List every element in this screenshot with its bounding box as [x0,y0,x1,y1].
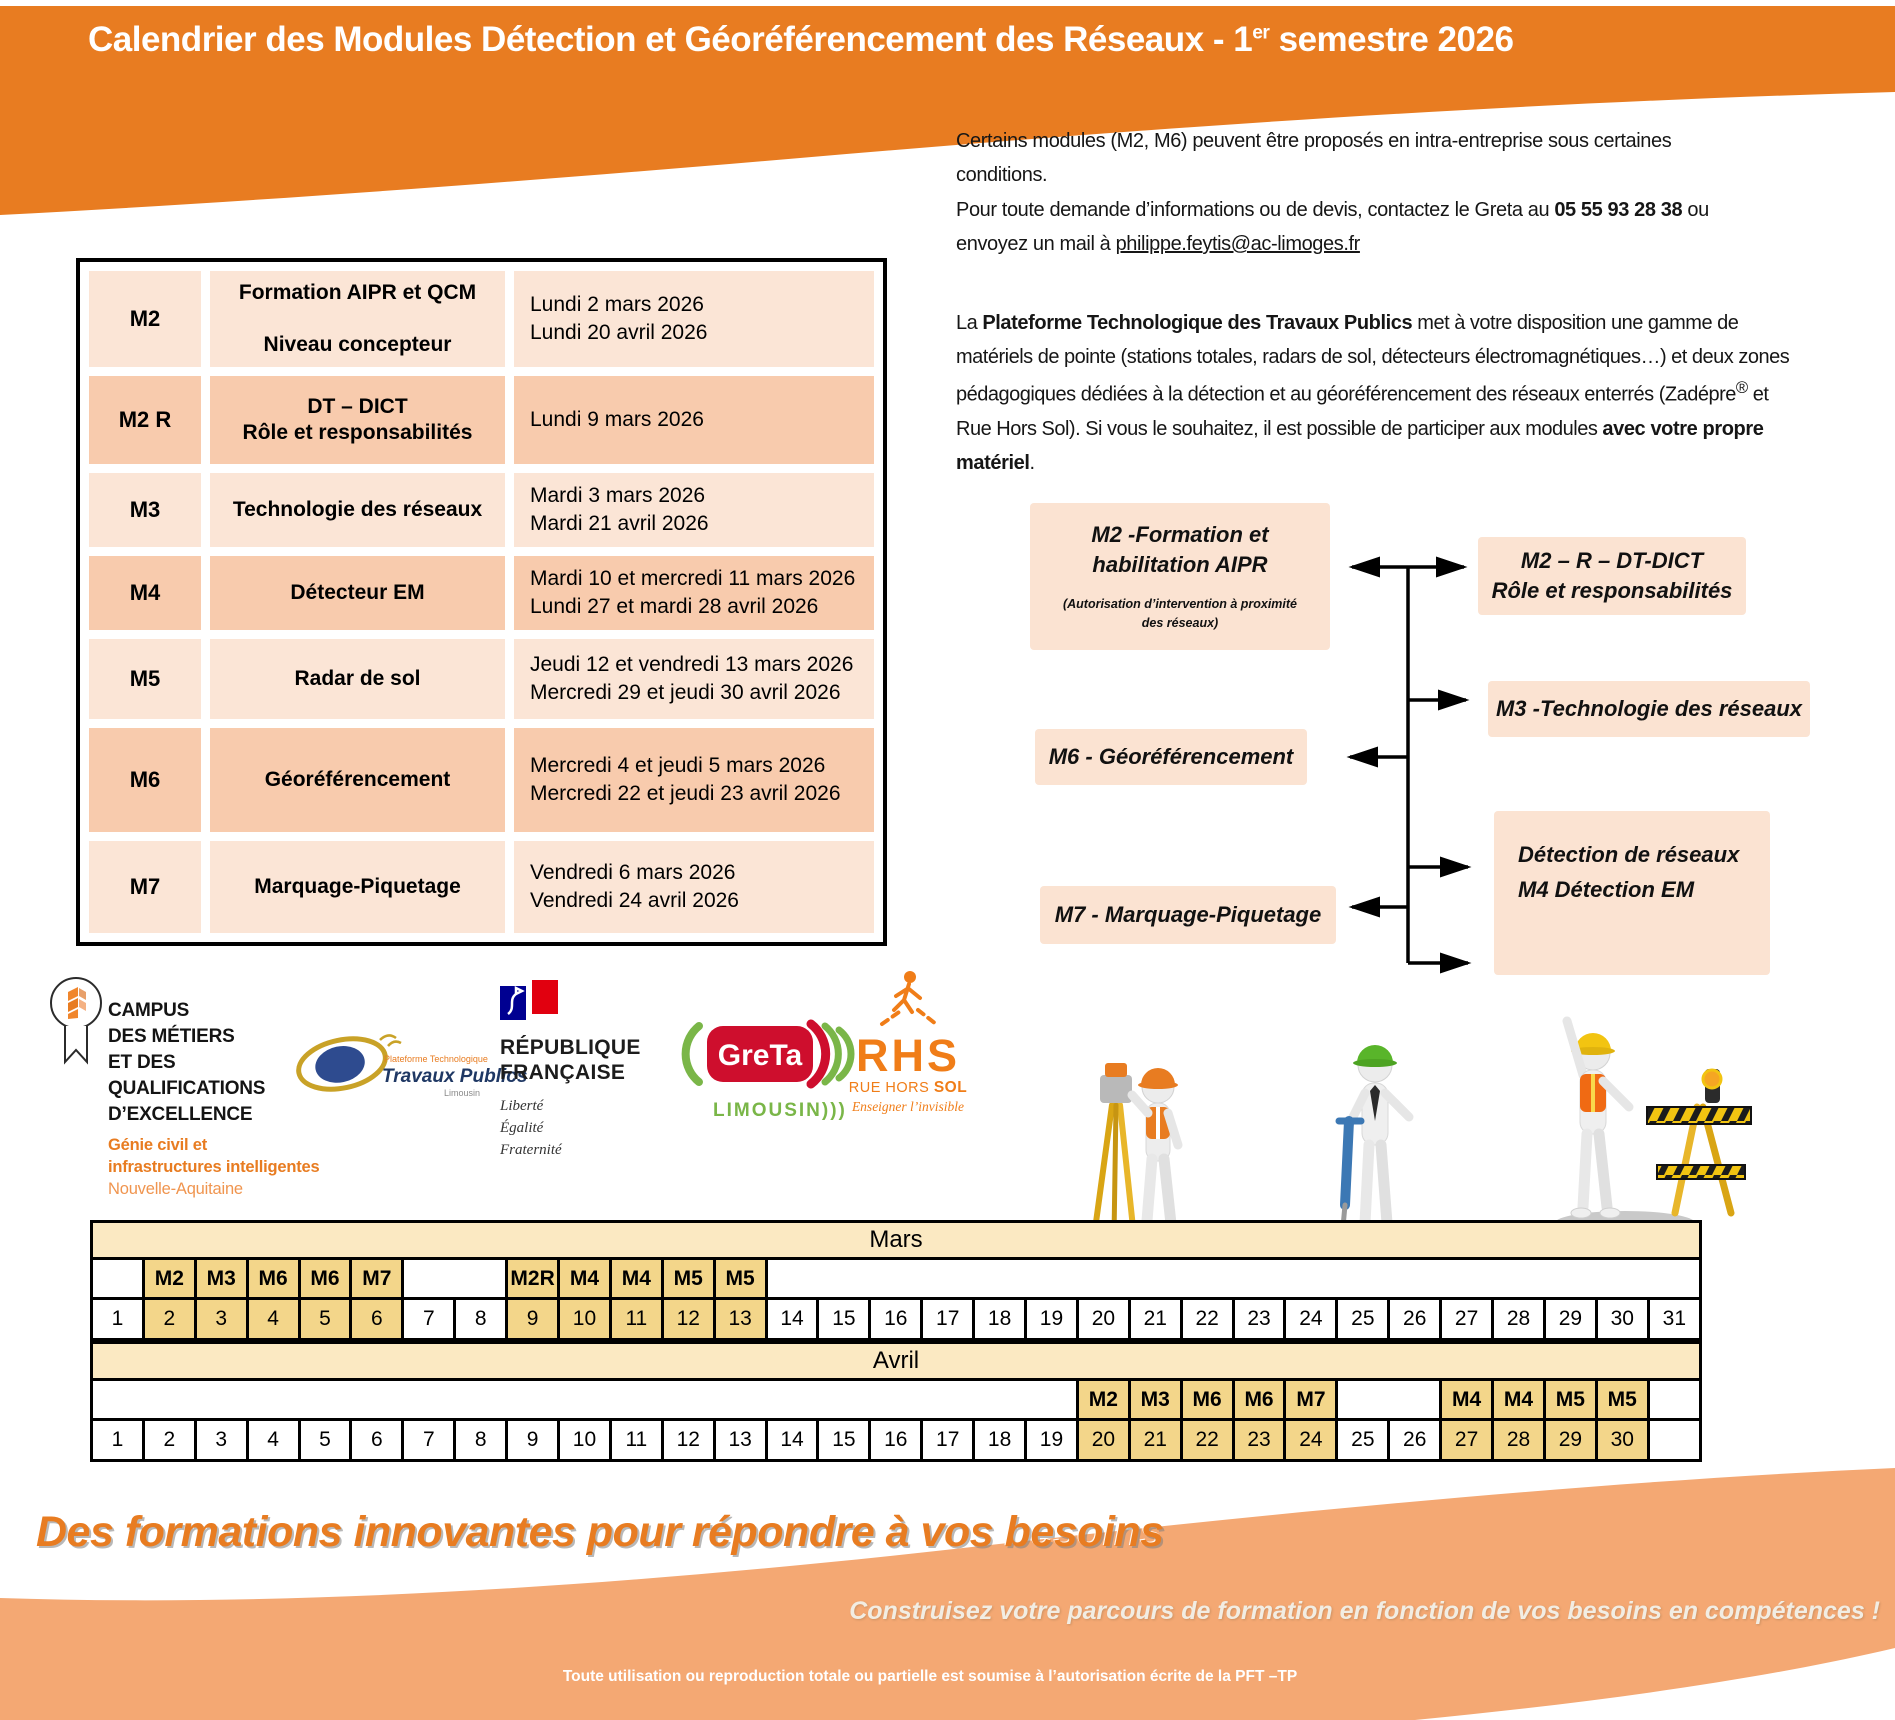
greta-name-label: GreTa [717,1039,803,1072]
calendar-module-cell: M4 [1493,1380,1545,1420]
calendar-day-cell: 30 [1596,1420,1648,1461]
module-row [89,271,874,367]
diagram-box-m7: M7 - Marquage-Piquetage [1040,886,1336,944]
footer-cta: Construisez votre parcours de formation en fonction de vos besoins en compétences ! [849,1597,1880,1625]
calendar-avril [90,1341,1702,1462]
calendar-day-cell: 21 [1129,1299,1181,1340]
calendar-day-cell: 23 [1233,1299,1285,1340]
calendar-module-empty [403,1259,507,1299]
calendar-day-cell: 24 [1285,1299,1337,1340]
calendar-day-cell: 5 [299,1299,351,1340]
calendar-month-title: Avril [92,1343,1701,1380]
module-dates: Mardi 3 mars 2026 Mardi 21 avril 2026 [514,473,874,547]
calendar-day-cell: 8 [455,1420,507,1461]
intro-sentence: Certains modules (M2, M6) peuvent être proposés en intra-entreprise sous certaines conditions. [956,130,1672,187]
calendar-day-cell: 9 [507,1299,559,1340]
calendar-module-cell: M5 [1596,1380,1648,1420]
calendar-day-cell: 18 [974,1420,1026,1461]
calendar-day-cell: 3 [195,1420,247,1461]
calendar-module-cell: M4 [610,1259,662,1299]
greta-logo [683,1012,868,1129]
module-name: Technologie des réseaux [210,473,505,547]
module-row [89,728,874,832]
calendar-day-cell: 10 [559,1299,611,1340]
calendar-day-cell: 7 [403,1299,455,1340]
greta-region-label: LIMOUSIN))) [713,1100,847,1121]
calendar-module-cell: M5 [714,1259,766,1299]
calendar-day-cell: 16 [870,1299,922,1340]
travaux-main-label: Travaux Publics [382,1066,528,1087]
calendar-day-cell: 31 [1648,1299,1700,1340]
calendar-day-cell: 23 [1233,1420,1285,1461]
calendar-day-cell: 14 [766,1299,818,1340]
calendar-mars [90,1220,1702,1341]
calendar-module-cell: M2 [143,1259,195,1299]
module-name: DT – DICT Rôle et responsabilités [210,376,505,464]
calendar-day-cell: 22 [1181,1299,1233,1340]
travaux-top-label: Plateforme Technologique [384,1054,488,1064]
module-code: M6 [89,728,201,832]
module-name: Détecteur EM [210,556,505,630]
campus-subtitle: Génie civil et infrastructures intelligentes Nouvelle-Aquitaine [108,1136,320,1198]
calendar-day-cell: 15 [818,1420,870,1461]
calendar-day-cell: 14 [766,1420,818,1461]
calendar-day-cell: 22 [1181,1420,1233,1461]
module-dates: Lundi 9 mars 2026 [514,376,874,464]
calendar-module-empty [1337,1380,1441,1420]
calendar-day-cell: 4 [247,1420,299,1461]
module-name: Marquage-Piquetage [210,841,505,933]
module-code: M7 [89,841,201,933]
calendar-day-cell: 7 [403,1420,455,1461]
calendar-day-cell: 2 [143,1299,195,1340]
calendar-module-cell: M6 [299,1259,351,1299]
calendar-module-cell: M5 [662,1259,714,1299]
rhs-tagline: Enseigner l’invisible [851,1099,965,1114]
calendar-day-cell: 1 [92,1420,144,1461]
calendar-day-cell: 19 [1026,1420,1078,1461]
campus-title: CAMPUS DES MÉTIERS ET DES QUALIFICATIONS D’EXCELLENCE [108,1000,266,1125]
diagram-box-m6: M6 - Géoréférencement [1035,729,1307,785]
calendar-day-cell: 13 [714,1299,766,1340]
travaux-publics-logo [292,1022,528,1117]
platform-name: Plateforme Technologique des Travaux Publics [982,312,1413,334]
calendar-day-cell: 4 [247,1299,299,1340]
module-dates: Vendredi 6 mars 2026 Vendredi 24 avril 2026 [514,841,874,933]
calendar-module-cell: M3 [195,1259,247,1299]
calendar-day-cell: 27 [1441,1299,1493,1340]
calendar-day-cell: 1 [92,1299,144,1340]
calendar-day-cell: 28 [1493,1420,1545,1461]
greta-logo-icon [683,1012,868,1124]
calendar-month-title: Mars [92,1222,1701,1259]
diagram-box-m3: M3 -Technologie des réseaux [1488,681,1810,737]
module-name: Radar de sol [210,639,505,719]
calendar-day-cell: 20 [1077,1299,1129,1340]
module-row [89,473,874,547]
footer-slogan: Des formations innovantes pour répondre à vos besoins [36,1508,1164,1556]
campus-logo [48,976,320,1198]
calendar-day-cell: 17 [922,1420,974,1461]
module-dates: Lundi 2 mars 2026 Lundi 20 avril 2026 [514,271,874,367]
calendar-module-cell: M4 [559,1259,611,1299]
rhs-name: RUE HORS SOL [848,1079,968,1096]
calendar-day-cell: 10 [559,1420,611,1461]
calendar-day-cell: 12 [662,1420,714,1461]
calendar-module-cell: M2R [507,1259,559,1299]
module-code: M2 [89,271,201,367]
calendar-day-cell: 26 [1389,1420,1441,1461]
calendar-module-cell: M6 [1181,1380,1233,1420]
calendar-module-empty [766,1259,1700,1299]
module-code: M5 [89,639,201,719]
calendar-module-cell: M7 [351,1259,403,1299]
module-name: Géoréférencement [210,728,505,832]
module-table-body [89,271,874,933]
calendar-module-empty [1648,1380,1700,1420]
platform-text: La Plateforme Technologique des Travaux Publics met à votre disposition une gamme de matériels de pointe (stations totales, radars de sol, détecteurs électromagnétiques…) et deux zones pédagogiques dédiées à la détection et au géoréférencement des réseaux enterrés (Zadépre® et Rue Hors Sol). Si vous le souhaitez, il est possible de participer aux modules avec votre propre matériel. [956,312,1790,474]
worker-barricade-figure-icon [1545,995,1755,1245]
calendar-module-cell: M6 [1233,1380,1285,1420]
republique-francaise-logo [500,980,660,1161]
calendar-day-cell: 16 [870,1420,922,1461]
campus-badge-icon [48,976,106,1068]
calendar-day-cell: 24 [1285,1420,1337,1461]
calendar-day-cell: 17 [922,1299,974,1340]
calendar-day-cell: 20 [1077,1420,1129,1461]
phone-number: 05 55 93 28 38 [1554,198,1683,221]
diagram-box-m2: M2 -Formation et habilitation AIPR (Autorisation d’intervention à proximité des réseaux) [1030,503,1330,650]
calendar-day-cell: 25 [1337,1299,1389,1340]
republique-motto: Liberté Égalité Fraternité [500,1098,562,1158]
calendar-day-cell: 11 [610,1420,662,1461]
module-schedule-table [76,258,887,946]
calendar-day-cell: 5 [299,1420,351,1461]
calendar-day-cell: 28 [1493,1299,1545,1340]
diagram-box-m2r: M2 – R – DT-DICT Rôle et responsabilités [1478,537,1746,615]
module-row [89,376,874,464]
calendar-day-cell: 9 [507,1420,559,1461]
diagram-box-m2-subtext: (Autorisation d’intervention à proximité des réseaux) [1062,597,1298,631]
rue-hors-sol-logo [848,970,968,1115]
module-row [89,841,874,933]
travaux-sub-label: Limousin [444,1088,481,1098]
module-row [89,639,874,719]
calendar-module-cell: M6 [247,1259,299,1299]
calendars [90,1220,1702,1462]
calendar-day-cell: 6 [351,1420,403,1461]
calendar-day-cell: 8 [455,1299,507,1340]
calendar-module-cell: M7 [1285,1380,1337,1420]
french-flag-icon [500,980,564,1022]
email-link[interactable]: philippe.feytis@ac-limoges.fr [1115,233,1360,256]
module-name: Formation AIPR et QCM Niveau concepteur [210,271,505,367]
calendar-module-empty [92,1380,1078,1420]
calendar-day-cell: 2 [143,1420,195,1461]
calendar-day-cell: 12 [662,1299,714,1340]
diagram-box-detection: Détection de réseaux M4 Détection EM [1494,811,1770,975]
calendar-day-cell: 19 [1026,1299,1078,1340]
calendar-day-cell: 18 [974,1299,1026,1340]
module-dates: Mardi 10 et mercredi 11 mars 2026 Lundi 27 et mardi 28 avril 2026 [514,556,874,630]
calendar-day-cell: 25 [1337,1420,1389,1461]
rhs-person-icon [878,970,938,1028]
calendar-day-cell: 26 [1389,1299,1441,1340]
republique-name: RÉPUBLIQUE FRANÇAISE [500,1036,641,1084]
intro-text: Certains modules (M2, M6) peuvent être proposés en intra-entreprise sous certaines conditions. Pour toute demande d’informations ou de devis, contactez le Greta au 05 55 93 28 38 ou envoyez un mail à philippe.feytis@ac-limoges.fr [956,130,1709,256]
calendar-day-cell: 27 [1441,1420,1493,1461]
module-dates: Jeudi 12 et vendredi 13 mars 2026 Mercredi 29 et jeudi 30 avril 2026 [514,639,874,719]
title-superscript: er [1252,22,1270,44]
calendar-day-cell: 29 [1544,1299,1596,1340]
calendar-day-cell: 6 [351,1299,403,1340]
calendar-module-cell: M3 [1129,1380,1181,1420]
calendar-day-cell: 29 [1544,1420,1596,1461]
calendar-day-cell: 13 [714,1420,766,1461]
module-code: M2 R [89,376,201,464]
footer-legal: Toute utilisation ou reproduction totale ou partielle est soumise à l’autorisation écrite de la PFT –TP [562,1668,1298,1685]
calendar-day-cell: 21 [1129,1420,1181,1461]
calendar-module-cell: M5 [1544,1380,1596,1420]
module-code: M4 [89,556,201,630]
calendar-module-cell: M2 [1077,1380,1129,1420]
module-row [89,556,874,630]
module-dates: Mercredi 4 et jeudi 5 mars 2026 Mercredi 22 et jeudi 23 avril 2026 [514,728,874,832]
page-title: Calendrier des Modules Détection et Géoréférencement des Réseaux - 1er semestre 2026 [88,20,1514,59]
calendar-day-cell: 3 [195,1299,247,1340]
calendar-day-cell: 11 [610,1299,662,1340]
travaux-publics-logo-icon [292,1022,528,1112]
rhs-acronym: RHS [855,1030,960,1081]
module-code: M3 [89,473,201,547]
calendar-module-empty [92,1259,144,1299]
calendar-day-cell: 30 [1596,1299,1648,1340]
calendar-module-cell: M4 [1441,1380,1493,1420]
module-diagram [1000,495,1895,1000]
calendar-day-cell: 15 [818,1299,870,1340]
